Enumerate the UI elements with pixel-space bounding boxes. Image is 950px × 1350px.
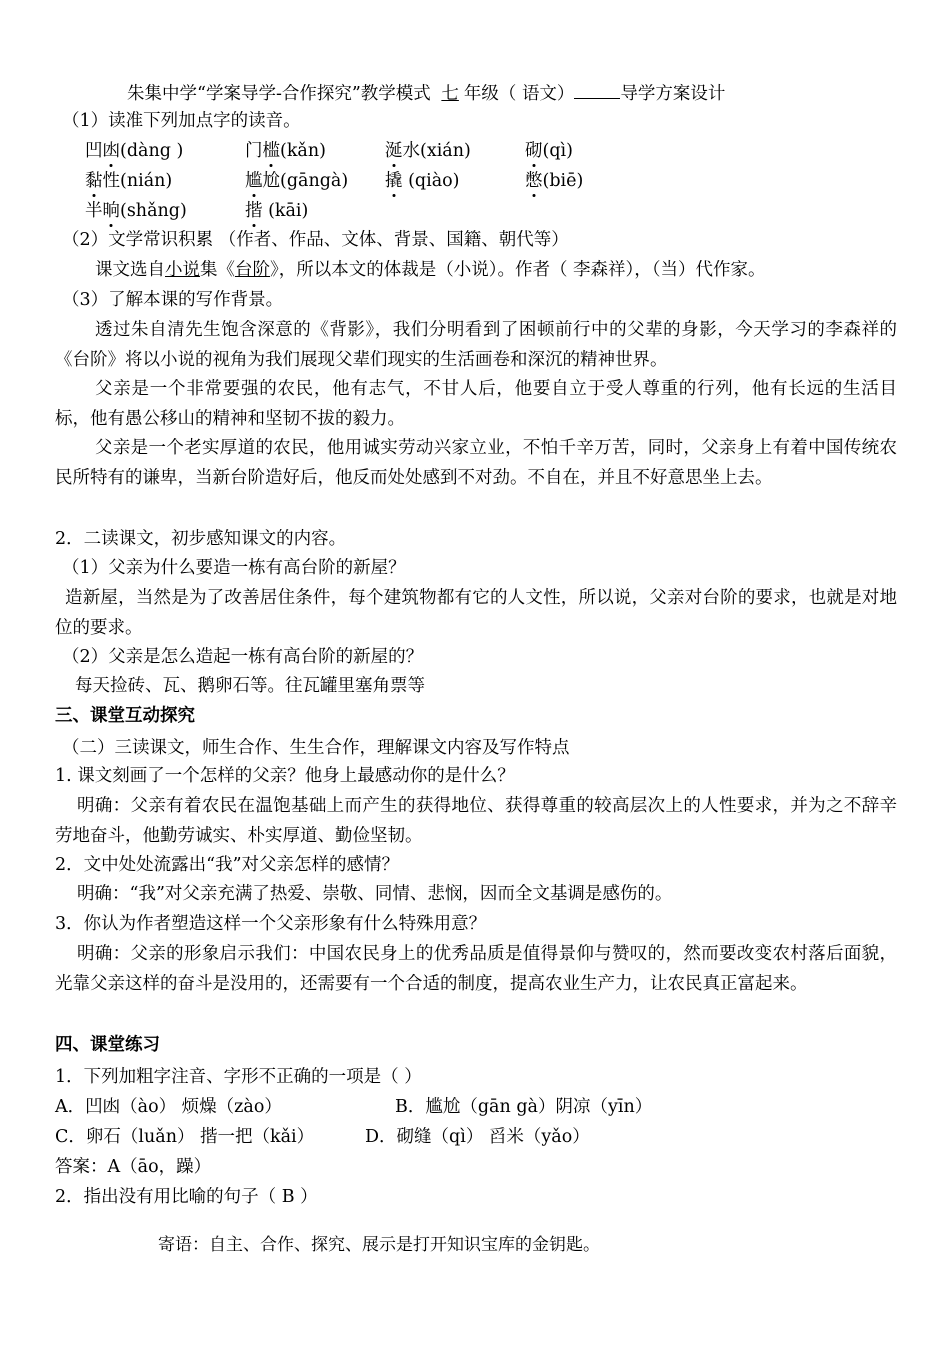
question: 1．下列加粗字注音、字形不正确的一项是（ ） <box>55 1067 422 1087</box>
document-header <box>127 84 725 104</box>
pinyin-word: 门槛(kǎn) <box>245 141 326 161</box>
header-school: 朱集中学“学案导学-合作探究”教学模式 <box>127 84 437 104</box>
option-a: A．凹凼（ào） 烦燥（zào） <box>55 1097 282 1117</box>
section-second-reading-title: 2．二读课文，初步感知课文的内容。 <box>55 529 347 549</box>
pinyin-word: 撬 (qiào) <box>385 171 460 191</box>
question: 2．文中处处流露出“我”对父亲怎样的感情？ <box>55 855 400 875</box>
header-suffix: 导学方案设计 <box>620 84 726 104</box>
answer: 每天捡砖、瓦、鹅卵石等。往瓦罐里塞角票等 <box>75 676 425 696</box>
section-literary-title: （2）文学常识积累 （作者、作品、文体、背景、国籍、朝代等） <box>62 230 569 250</box>
question: 1. 课文刻画了一个怎样的父亲？他身上最感动你的是什么？ <box>55 766 515 786</box>
pinyin-word: 半晌(shǎng) <box>85 201 187 221</box>
question: 3．你认为作者塑造这样一个父亲形象有什么特殊用意？ <box>55 914 487 934</box>
option-c: C．卵石（luǎn） 揩一把（kǎi） <box>55 1127 315 1147</box>
option-b: B．尴尬（gān gà）阴凉（yīn） <box>395 1097 653 1117</box>
pinyin-word: 黏性(nián) <box>85 171 173 191</box>
section-intro: （二）三读课文，师生合作、生生合作，理解课文内容及写作特点 <box>62 738 570 758</box>
motto: 寄语：自主、合作、探究、展示是打开知识宝库的金钥匙。 <box>158 1235 600 1255</box>
answer: 明确：父亲有着农民在温饱基础上而产生的获得地位、获得尊重的较高层次上的人性要求，并为之不辞辛劳地奋斗，他勤劳诚实、朴实厚道、勤俭坚韧。 <box>55 796 897 846</box>
pinyin-word: 憋(biē) <box>525 171 584 191</box>
section-heading-exercise: 四、课堂练习 <box>55 1035 160 1055</box>
pinyin-word: 尴尬(gāngà) <box>245 171 349 191</box>
pinyin-word: 凹凼(dàng ) <box>85 141 184 161</box>
pinyin-word: 揩 (kāi) <box>245 201 309 221</box>
answer: 明确：父亲的形象启示我们：中国农民身上的优秀品质是值得景仰与赞叹的，然而要改变农村落后面貌，光靠父亲这样的奋斗是没用的，还需要有一个合适的制度，提高农业生产力，让农民真正富起来。 <box>55 944 897 994</box>
section-background-title: （3）了解本课的写作背景。 <box>62 290 284 310</box>
question: （2）父亲是怎么造起一栋有高台阶的新屋的？ <box>62 647 424 667</box>
section-pronunciation-title: （1）读准下列加点字的读音。 <box>62 111 301 131</box>
pinyin-word: 砌(qì) <box>525 141 573 161</box>
header-grade: 七 <box>441 84 459 104</box>
question: （1）父亲为什么要造一栋有高台阶的新屋？ <box>62 558 406 578</box>
literary-info: 课文选自小说集《台阶》，所以本文的体裁是（小说）。作者（ 李森祥），（当）代作家。 <box>95 260 766 280</box>
pinyin-word: 涎水(xián) <box>385 141 471 161</box>
option-d: D．砌缝（qì） 舀米（yǎo） <box>365 1127 590 1147</box>
background-paragraph-3: 父亲是一个老实厚道的农民，他用诚实劳动兴家立业，不怕千辛万苦，同时，父亲身上有着中国传统农民所特有的谦卑，当新台阶造好后，他反而处处感到不对劲。不自在，并且不好意思坐上去。 <box>55 438 897 488</box>
question: 2．指出没有用比喻的句子（ B ） <box>55 1187 318 1207</box>
header-subject: 年级（ 语文） <box>463 84 575 104</box>
answer: 答案：A（āo，躁） <box>55 1157 212 1177</box>
answer: 明确：“我”对父亲充满了热爱、崇敬、同情、悲悯，因而全文基调是感伤的。 <box>77 884 673 904</box>
header-blank <box>574 84 620 99</box>
background-paragraph-1: 透过朱自清先生饱含深意的《背影》，我们分明看到了困顿前行中的父辈的身影，今天学习的李森祥的《台阶》将以小说的视角为我们展现父辈们现实的生活画卷和深沉的精神世界。 <box>55 320 897 370</box>
section-heading-interactive: 三、课堂互动探究 <box>55 706 195 726</box>
answer: 造新屋，当然是为了改善居住条件，每个建筑物都有它的人文性，所以说，父亲对台阶的要求，也就是对地位的要求。 <box>55 588 897 638</box>
background-paragraph-2: 父亲是一个非常要强的农民，他有志气，不甘人后，他要自立于受人尊重的行列，他有长远的生活目标，他有愚公移山的精神和坚韧不拔的毅力。 <box>55 379 897 429</box>
